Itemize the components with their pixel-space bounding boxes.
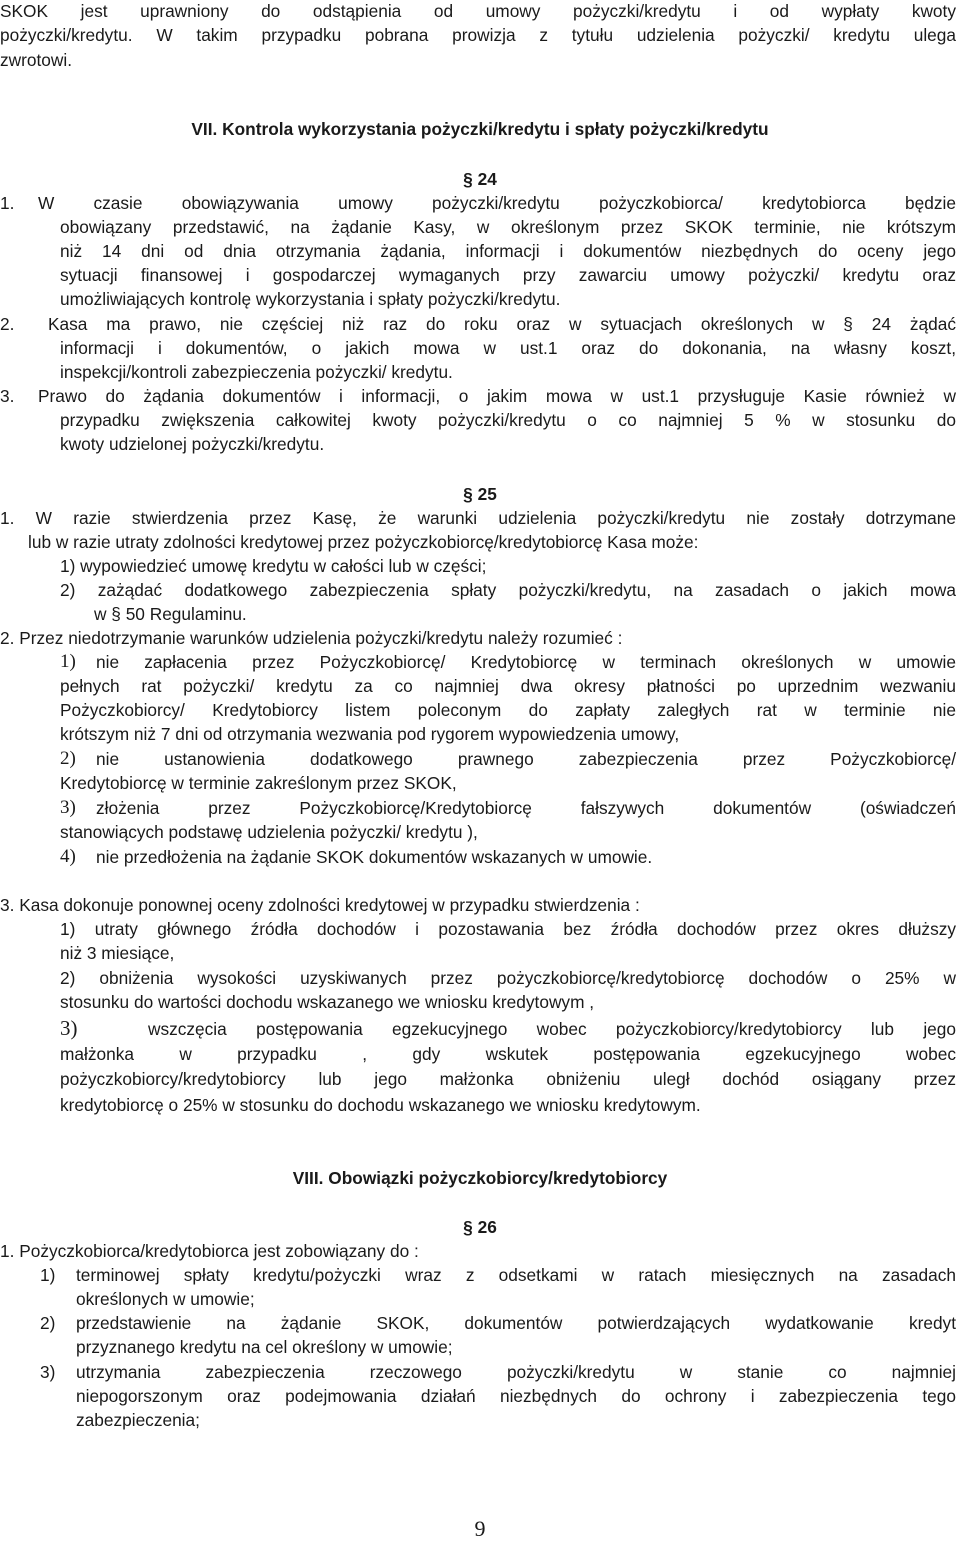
paragraph-sign-26: § 26 (463, 1217, 497, 1237)
text-line: informacji i dokumentów, o jakich mowa w ust.1 oraz do dokonania, na własny koszt, (60, 338, 956, 358)
item-number: 2) (40, 1313, 56, 1333)
text-line: Pożyczkobiorcy/ Kredytobiorcy listem poleconym do zapłaty zaległych rat w terminie nie (60, 700, 956, 720)
item-number: 2. (0, 314, 15, 334)
text-line: zabezpieczenia; (76, 1410, 200, 1430)
page-number: 9 (474, 1516, 486, 1541)
item-number: 3) (60, 1016, 78, 1040)
text-line: umożliwiających kontrolę wykorzystania i spłaty pożyczki/kredytu. (60, 289, 561, 309)
text-line: w § 50 Regulaminu. (94, 604, 247, 624)
text-line: wszczęcia postępowania egzekucyjnego wobec pożyczkobiorcy/kredytobiorcy lub jego (148, 1019, 956, 1039)
text-line: lub w razie utraty zdolności kredytowej przez pożyczkobiorcę/kredytobiorcę Kasa może: (28, 532, 699, 552)
text-line: utrzymania zabezpieczenia rzeczowego pożyczki/kredytu w stanie co najmniej (76, 1362, 956, 1382)
text-line: Prawo do żądania dokumentów i informacji, o jakim mowa w ust.1 przysługuje Kasie również w (38, 386, 956, 406)
text-line: 2) obniżenia wysokości uzyskiwanych przez pożyczkobiorcę/kredytobiorcę dochodów o 25% w (60, 968, 956, 988)
item-number: 1. (0, 193, 15, 213)
text-line: krótszym niż 7 dni od otrzymania wezwania pod rygorem wypowiedzenia umowy, (60, 724, 680, 744)
text-line: stanowiących podstawę udzielenia pożyczki/ kredytu ), (60, 822, 478, 842)
text-line: przyznanego kredytu na cel określony w umowie; (76, 1337, 453, 1357)
text-line: obowiązany przedstawić, na żądanie Kasy, w określonym przez SKOK terminie, nie krótszym (60, 217, 956, 237)
item-number: 2) (60, 748, 76, 769)
text-line: 1. Pożyczkobiorca/kredytobiorca jest zobowiązany do : (0, 1241, 419, 1261)
text-line: zwrotowi. (0, 50, 73, 70)
text-line: 1) wypowiedzieć umowę kredytu w całości lub w części; (60, 556, 487, 576)
paragraph-sign-24: § 24 (463, 169, 497, 189)
text-line: 1) utraty głównego źródła dochodów i pozostawania bez źródła dochodów przez okres dłuższy (60, 919, 956, 939)
item-number: 4) (60, 846, 76, 867)
item-number: 1) (60, 651, 76, 672)
text-line: przypadku zwiększenia całkowitej kwoty pożyczki/kredytu o co najmniej 5 % w stosunku do (60, 410, 956, 430)
item-number: 1) (40, 1265, 56, 1285)
text-line: określonych w umowie; (76, 1289, 255, 1309)
text-line: sytuacji finansowej i gospodarczej wymaganych przy zawarciu umowy pożyczki/ kredytu oraz (60, 265, 956, 285)
text-line: pożyczkobiorcy/kredytobiorcy lub jego małżonka obniżeniu uległ dochód osiągany przez (60, 1069, 956, 1089)
text-line: złożenia przez Pożyczkobiorcę/Kredytobiorcę fałszywych dokumentów (oświadczeń (96, 798, 956, 818)
paragraph-sign-25: § 25 (463, 484, 497, 504)
text-line: niż 3 miesiące, (60, 943, 175, 963)
text-line: nie przedłożenia na żądanie SKOK dokumentów wskazanych w umowie. (96, 847, 653, 867)
text-line: W czasie obowiązywania umowy pożyczki/kredytu pożyczkobiorca/ kredytobiorca będzie (38, 193, 956, 213)
section-title-vii: VII. Kontrola wykorzystania pożyczki/kredytu i spłaty pożyczki/kredytu (191, 119, 769, 139)
text-line: niepogorszonym oraz podejmowania działań niezbędnych do ochrony i zabezpieczenia tego (76, 1386, 956, 1406)
item-number: 3) (40, 1362, 56, 1382)
text-line: przedstawienie na żądanie SKOK, dokumentów potwierdzających wydatkowanie kredyt (76, 1313, 956, 1333)
text-line: 1. W razie stwierdzenia przez Kasę, że warunki udzielenia pożyczki/kredytu nie zostały dotrzymane (0, 508, 956, 528)
text-line: SKOK jest uprawniony do odstąpienia od umowy pożyczki/kredytu i od wypłaty kwoty (0, 1, 956, 21)
text-line: niż 14 dni od dnia otrzymania żądania, informacji i dokumentów niezbędnych do oceny jego (60, 241, 956, 261)
text-line: kwoty udzielonej pożyczki/kredytu. (60, 434, 325, 454)
text-line: nie ustanowienia dodatkowego prawnego zabezpieczenia przez Pożyczkobiorcę/ (96, 749, 956, 769)
text-line: małżonka w przypadku , gdy wskutek postępowania egzekucyjnego wobec (60, 1044, 956, 1064)
text-line: pożyczki/kredytu. W takim przypadku pobrana prowizja z tytułu udzielenia pożyczki/ kredytu ulega (0, 25, 956, 45)
item-number: 3) (60, 797, 76, 818)
text-line: Kredytobiorcę w terminie zakreślonym przez SKOK, (60, 773, 457, 793)
text-line: 2. Przez niedotrzymanie warunków udzielenia pożyczki/kredytu należy rozumieć : (0, 628, 623, 648)
text-line: nie zapłacenia przez Pożyczkobiorcę/ Kredytobiorcę w terminach określonych w umowie (96, 652, 956, 672)
text-line: stosunku do wartości dochodu wskazanego we wniosku kredytowym , (60, 992, 595, 1012)
text-line: kredytobiorcę o 25% w stosunku do dochodu wskazanego we wniosku kredytowym. (60, 1095, 701, 1115)
text-line: inspekcji/kontroli zabezpieczenia pożyczki/ kredytu. (60, 362, 453, 382)
text-line: 3. Kasa dokonuje ponownej oceny zdolności kredytowej w przypadku stwierdzenia : (0, 895, 640, 915)
text-line: pełnych rat pożyczki/ kredytu za co najmniej dwa okresy płatności po uprzednim wezwaniu (60, 676, 956, 696)
section-title-viii: VIII. Obowiązki pożyczkobiorcy/kredytobiorcy (292, 1168, 668, 1188)
text-line: terminowej spłaty kredytu/pożyczki wraz z odsetkami w ratach miesięcznych na zasadach (76, 1265, 956, 1285)
text-line: 2) zażądać dodatkowego zabezpieczenia spłaty pożyczki/kredytu, na zasadach o jakich mowa (60, 580, 956, 600)
text-line: Kasa ma prawo, nie częściej niż raz do roku oraz w sytuacjach określonych w § 24 żądać (48, 314, 956, 334)
item-number: 3. (0, 386, 15, 406)
